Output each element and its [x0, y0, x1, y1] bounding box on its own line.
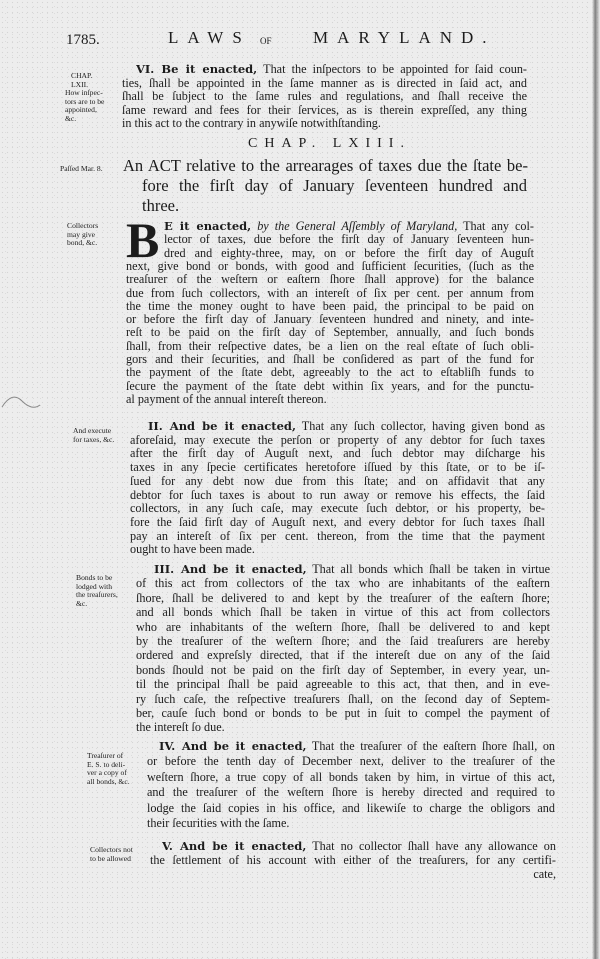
text-line: [136, 63, 527, 76]
text-line: weſtern ſhore, a true copy of all bonds taken by him, in virtue of this act,: [147, 770, 555, 784]
text-line: [154, 563, 550, 576]
text-line: the ſettlement of his account with either of the treaſurers, for any certifi-: [150, 854, 556, 867]
margin-note: lodged with: [76, 581, 113, 591]
text-line: their ſecurities with the ſame.: [147, 817, 290, 830]
margin-note: Paſſed Mar. 8.: [60, 164, 103, 173]
text-line: the time the money ought to have been paid, the principal to be paid on: [126, 299, 534, 313]
line-text: That no collector ſhall have any allowance on: [306, 840, 556, 853]
text-line: lector of taxes, due before the firſt day of January ſeventeen hun-: [164, 233, 534, 247]
text-line: ſhall, from their reſpective dates, be a lien on the real eſtate of ſuch obli-: [126, 339, 534, 353]
enacting-clause: II. And be it enacted,: [148, 420, 296, 433]
text-line: dred and eighty-three, may, on or before the firſt day of Auguſt: [164, 246, 534, 260]
text-line: by the treaſurer of the weſtern ſhore; and the ſaid treaſurers are hereby: [136, 635, 550, 648]
margin-note: &c.: [76, 598, 88, 608]
text-line: ſecure the payment of the ſtate debt within ſix years, and for the punctu-: [126, 379, 534, 393]
line-text: That any ſuch collector, having given bond as: [295, 420, 545, 433]
margin-note: all bonds, &c.: [87, 776, 130, 786]
margin-note: Collectors not: [90, 845, 133, 854]
enacting-clause: V. And be it enacted,: [162, 840, 307, 853]
text-line: or before the firſt day of January ſeventeen hundred and ninety, and inte-: [126, 313, 534, 327]
margin-note: E. S. to deli-: [87, 759, 126, 769]
header-year: 1785.: [66, 32, 100, 48]
act-title-line: fore the firſt day of January ſeventeen hundred and: [142, 177, 527, 195]
text-line: ry ſuch caſe, the reſpective treaſurers ſhall, on the ſecond day of Septem-: [136, 692, 550, 706]
text-line: [148, 420, 545, 433]
text-line: ber, cauſe ſuch bond or bonds to be put in ſuit to compel the payment of: [136, 707, 550, 720]
margin-note: CHAP.: [71, 71, 93, 80]
text-line: gors and their ſecurities, and ſhall be conſidered as part of the fund for: [126, 353, 534, 366]
header-laws: LAWS: [168, 28, 251, 47]
enacting-clause: III. And be it enacted,: [154, 563, 307, 576]
margin-note: LXII.: [71, 79, 89, 89]
margin-note: appointed,: [65, 105, 97, 114]
text-line: collectors, in any ſuch caſe, may execute ſuch debtor, or his property, be-: [130, 502, 545, 516]
text-line: bonds ſhould not be paid on the firſt day of September, in every year, un-: [136, 663, 550, 677]
text-line: debtor for ſuch taxes is about to run away or remove his effects, the ſaid: [130, 488, 545, 502]
margin-note: How inſpec-: [65, 88, 103, 97]
text-line: in this act to the contrary in anywiſe notwithſtanding.: [122, 117, 381, 130]
margin-note: may give: [67, 229, 96, 239]
text-line: the intereſt ſo due.: [136, 721, 225, 735]
text-line: cate,: [533, 868, 556, 881]
text-line: ties, ſhall be appointed in the ſame manner as is directed in ſaid act, and: [122, 76, 527, 90]
pencil-mark: [0, 385, 60, 415]
text-line: aforeſaid, may execute the perſon or property of any debtor for ſuch taxes: [130, 433, 545, 447]
text-line: and all bonds which ſhall be taken in virtue of this act from collectors: [136, 606, 550, 620]
text-line: lodge the ſaid copies in his office, and likewiſe to charge the obligors and: [147, 801, 555, 815]
text-line: next, give bond or bonds, with good and ſufficient ſecurities, (ſuch as the: [126, 259, 534, 273]
text-line: ſhall be ſubject to the ſame rules and regulations, and ſhall receive the: [122, 90, 527, 103]
act-title-line: An ACT relative to the arrearages of taxes due the ſtate be-: [123, 157, 528, 175]
enacting-authority: by the General Aſſembly of Maryland,: [251, 220, 458, 233]
text-line: pay an intereſt of ſix per cent. thereon, from the time that the payment: [130, 529, 545, 543]
margin-note: &c.: [65, 113, 77, 123]
enacting-clause: E it enacted,: [164, 220, 252, 233]
line-text: That all bonds which ſhall be taken in virtue: [306, 563, 550, 576]
header-maryland: MARYLAND.: [313, 28, 496, 47]
margin-note: And execute: [73, 426, 112, 435]
text-line: treaſurer of the weſtern or eaſtern ſhore ſhall approve) for the balance: [126, 273, 534, 287]
text-line: or before the tenth day of December next, deliver to the treaſurer of the: [147, 755, 555, 769]
text-line: ordered and expreſsly directed, that if the intereſt due on any of the ſaid: [136, 649, 550, 663]
margin-note: bond, &c.: [67, 238, 98, 247]
text-line: ſued for any debt now due from this ſtate; and on affidavit that any: [130, 474, 545, 488]
act-title-line: three.: [142, 197, 180, 215]
header-of: OF: [260, 36, 272, 46]
text-line: [164, 220, 534, 233]
text-line: til the principal ſhall be paid agreeable to this act, that then, and in eve-: [136, 678, 550, 692]
text-line: taxes in any ſpecie certificates heretofore iſſued by this ſtate, or to be iſ-: [130, 461, 545, 475]
text-line: ought to have been made.: [130, 543, 255, 557]
text-line: [159, 740, 555, 753]
margin-note: for taxes, &c.: [73, 434, 115, 444]
text-line: ſhore, ſhall be delivered to and kept by the treaſurer of the eaſtern ſhore;: [136, 591, 550, 605]
margin-note: the treaſurers,: [76, 590, 118, 599]
line-text: That the treaſurer of the eaſtern ſhore ſhall, on: [306, 740, 555, 753]
enacting-clause: VI. Be it enacted,: [136, 63, 258, 76]
text-line: [162, 840, 556, 853]
text-line: of this act from collectors of the tax who are inhabitants of the eaſtern: [136, 577, 550, 591]
text-line: al payment of the annual intereſt thereon.: [126, 392, 327, 406]
margin-note: Bonds to be: [76, 573, 113, 582]
margin-note: ver a copy of: [87, 768, 127, 777]
line-text: That the inſpectors to be appointed for ſaid coun-: [257, 63, 527, 76]
text-line: the payment of the ſtate debt, agreeably to the act to eſtabliſh funds to: [126, 366, 534, 380]
text-line: reſt to be paid on the firſt day of September, annually, and ſuch bonds: [126, 326, 534, 340]
text-line: ſame reward and fees for their ſervices, as is therein expreſſed, any thing: [122, 103, 527, 117]
line-text: That any col-: [457, 220, 534, 233]
page-edge-shadow: [592, 0, 600, 959]
text-line: due from ſuch collectors, with an intereſt of ſix per cent. per annum from: [126, 286, 534, 300]
margin-note: tors are to be: [65, 96, 105, 106]
text-line: fore the ſaid firſt day of Auguſt next, and every debtor for ſuch taxes ſhall: [130, 515, 545, 529]
text-line: who are inhabitants of the weſtern ſhore, ſhall be delivered to and kept: [136, 620, 550, 634]
chapter-heading: CHAP. LXIII.: [248, 136, 411, 151]
margin-note: Treaſurer of: [87, 751, 124, 760]
margin-note: Collectors: [67, 221, 99, 230]
text-line: after the firſt day of Auguſt next, and ſuch debtor may diſcharge his: [130, 447, 545, 461]
drop-cap: B: [126, 212, 160, 268]
margin-note: to be allowed: [90, 853, 131, 863]
enacting-clause: IV. And be it enacted,: [159, 740, 307, 753]
text-line: and the treaſurer of the weſtern ſhore is hereby directed and required to: [147, 786, 555, 800]
